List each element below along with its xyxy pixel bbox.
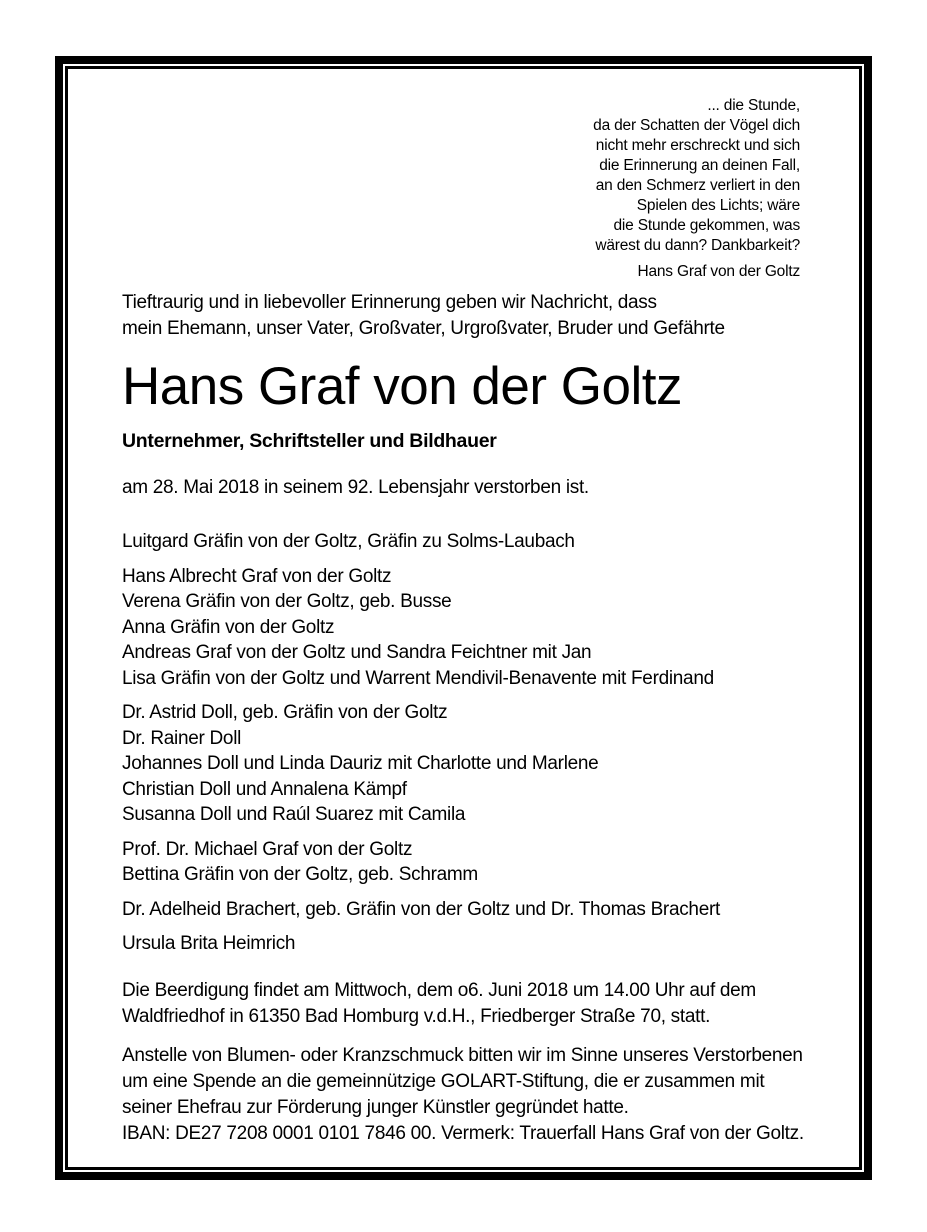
text-line: Anstelle von Blumen- oder Kranzschmuck bitten wir im Sinne unseres Verstorbenen (122, 1044, 803, 1066)
poem-text (122, 96, 800, 256)
poem-attribution: Hans Graf von der Goltz (637, 263, 800, 280)
iban-line: IBAN: DE27 7208 0001 0101 7846 00. Vermerk: Trauerfall Hans Graf von der Goltz. (122, 1122, 804, 1144)
text-line: nicht mehr erschreckt und sich (595, 137, 800, 154)
funeral-details (122, 978, 859, 1031)
obituary-content (68, 69, 859, 1167)
mourner-name: Luitgard Gräfin von der Goltz, Gräfin zu Solms-Laubach (122, 531, 575, 552)
text-line: Die Beerdigung findet am Mittwoch, dem o6. Juni 2018 um 14.00 Uhr auf dem (122, 979, 756, 1001)
text-line: Tieftraurig und in liebevoller Erinnerung geben wir Nachricht, dass (122, 292, 657, 313)
text-line: seiner Ehefrau zur Förderung junger Künstler gegründet hatte. (122, 1096, 629, 1118)
mourners-list (122, 529, 859, 957)
mourner-name: Christian Doll und Annalena Kämpf (122, 778, 407, 800)
text-line: die Stunde gekommen, was (613, 217, 800, 234)
deceased-name: Hans Graf von der Goltz (122, 357, 682, 416)
mourner-name: Anna Gräfin von der Goltz (122, 616, 335, 638)
mourner-name: Andreas Graf von der Goltz und Sandra Feichtner mit Jan (122, 642, 592, 663)
mourner-group (122, 529, 859, 555)
poem-block (122, 96, 800, 282)
mourner-name: Hans Albrecht Graf von der Goltz (122, 565, 392, 587)
mourner-name: Lisa Gräfin von der Goltz und Warrent Mendivil-Benavente mit Ferdinand (122, 667, 714, 689)
mourner-name: Johannes Doll und Linda Dauriz mit Charlotte und Marlene (122, 753, 599, 774)
mourner-group (122, 837, 859, 888)
text-line: um eine Spende an die gemeinnützige GOLART-Stiftung, die er zusammen mit (122, 1070, 765, 1092)
mourner-name: Dr. Astrid Doll, geb. Gräfin von der Goltz (122, 702, 448, 723)
deceased-professions: Unternehmer, Schriftsteller und Bildhauer (122, 430, 497, 452)
text-line: ... die Stunde, (707, 97, 800, 114)
mourner-name: Dr. Adelheid Brachert, geb. Gräfin von der Goltz und Dr. Thomas Brachert (122, 898, 720, 920)
mourner-name: Susanna Doll und Raúl Suarez mit Camila (122, 804, 466, 825)
mourner-group (122, 931, 859, 957)
text-line: da der Schatten der Vögel dich (593, 117, 800, 134)
text-line: die Erinnerung an deinen Fall, (599, 157, 800, 174)
mourner-group (122, 897, 859, 923)
text-line: mein Ehemann, unser Vater, Großvater, Urgroßvater, Bruder und Gefährte (122, 318, 725, 339)
mourner-group (122, 700, 859, 828)
decorative-inner-frame (65, 66, 862, 1170)
mourner-group (122, 564, 859, 692)
mourner-name: Dr. Rainer Doll (122, 727, 242, 749)
announcement-intro (122, 290, 859, 342)
text-line: wärest du dann? Dankbarkeit? (595, 237, 800, 254)
mourner-name: Bettina Gräfin von der Goltz, geb. Schramm (122, 864, 478, 885)
donation-request (122, 1043, 859, 1121)
text-line: Spielen des Lichts; wäre (636, 197, 800, 214)
decorative-frame (55, 56, 872, 1180)
death-statement: am 28. Mai 2018 in seinem 92. Lebensjahr verstorben ist. (122, 477, 589, 498)
mourner-name: Verena Gräfin von der Goltz, geb. Busse (122, 591, 452, 612)
mourner-name: Prof. Dr. Michael Graf von der Goltz (122, 838, 413, 860)
text-line: an den Schmerz verliert in den (595, 177, 800, 194)
text-line: Waldfriedhof in 61350 Bad Homburg v.d.H., Friedberger Straße 70, statt. (122, 1006, 711, 1027)
mourner-name: Ursula Brita Heimrich (122, 933, 296, 954)
